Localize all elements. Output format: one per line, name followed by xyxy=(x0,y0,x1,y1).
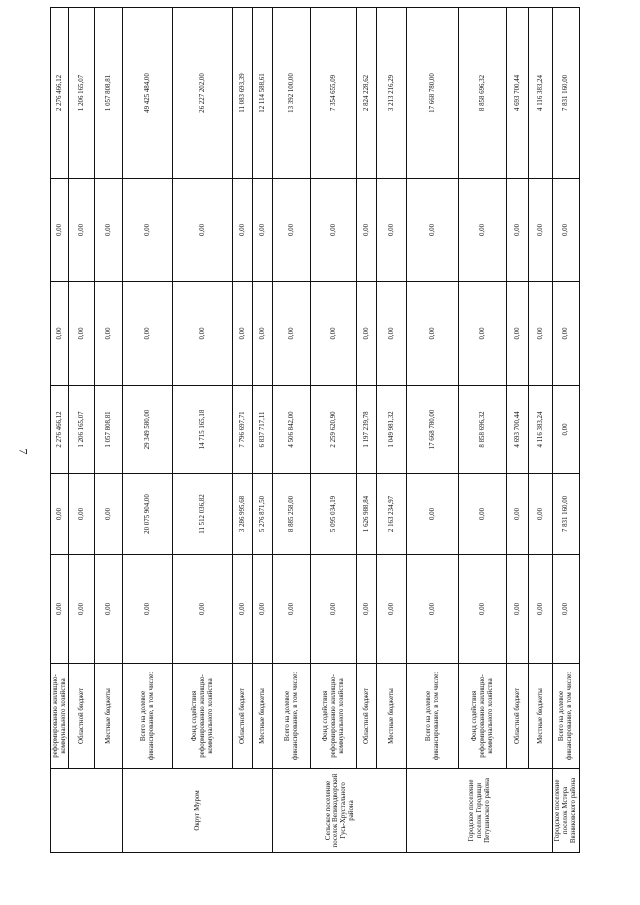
value-cell: 0,00 xyxy=(507,282,529,386)
value-cell: 0,00 xyxy=(69,179,95,282)
value-cell: 1 197 239,78 xyxy=(357,386,377,474)
total-cell: 2 276 466,12 xyxy=(51,8,69,179)
value-cell: 5 276 871,50 xyxy=(253,474,273,555)
total-cell: 12 114 588,61 xyxy=(253,8,273,179)
value-cell: 0,00 xyxy=(407,474,459,555)
table-row xyxy=(173,8,233,853)
value-cell: 11 512 036,82 xyxy=(173,474,233,555)
value-cell: 1 057 808,81 xyxy=(95,386,123,474)
row-label: Областной бюджет xyxy=(507,664,529,769)
value-cell: 0,00 xyxy=(69,555,95,664)
value-cell: 4 693 700,44 xyxy=(507,386,529,474)
value-cell: 0,00 xyxy=(233,555,253,664)
value-cell: 0,00 xyxy=(311,282,357,386)
value-cell: 0,00 xyxy=(273,555,311,664)
value-cell: 0,00 xyxy=(357,282,377,386)
value-cell: 0,00 xyxy=(529,474,553,555)
financing-table xyxy=(50,7,580,853)
value-cell: 0,00 xyxy=(529,555,553,664)
value-cell: 8 858 696,32 xyxy=(459,386,507,474)
value-cell: 0,00 xyxy=(253,555,273,664)
value-cell: 0,00 xyxy=(407,179,459,282)
value-cell: 0,00 xyxy=(357,555,377,664)
value-cell: 0,00 xyxy=(233,179,253,282)
value-cell: 2 276 466,12 xyxy=(51,386,69,474)
value-cell: 20 075 904,00 xyxy=(123,474,173,555)
value-cell: 0,00 xyxy=(95,474,123,555)
value-cell: 0,00 xyxy=(51,474,69,555)
value-cell: 0,00 xyxy=(529,282,553,386)
value-cell: 7 796 697,71 xyxy=(233,386,253,474)
value-cell: 0,00 xyxy=(95,179,123,282)
value-cell: 0,00 xyxy=(95,282,123,386)
value-cell: 0,00 xyxy=(377,555,407,664)
row-label: Областной бюджет xyxy=(233,664,253,769)
total-cell: 7 831 160,00 xyxy=(553,8,579,179)
value-cell: 0,00 xyxy=(507,555,529,664)
value-cell: 0,00 xyxy=(357,179,377,282)
value-cell: 0,00 xyxy=(507,474,529,555)
value-cell: 4 506 842,00 xyxy=(273,386,311,474)
value-cell: 0,00 xyxy=(311,555,357,664)
value-cell: 0,00 xyxy=(407,555,459,664)
table-row xyxy=(459,8,507,853)
value-cell: 0,00 xyxy=(529,179,553,282)
value-cell: 6 837 717,11 xyxy=(253,386,273,474)
value-cell: 1 626 988,84 xyxy=(357,474,377,555)
value-cell: 0,00 xyxy=(173,282,233,386)
row-label: Местные бюджеты xyxy=(529,664,553,769)
table-row xyxy=(357,8,377,853)
value-cell: 0,00 xyxy=(51,282,69,386)
value-cell: 1 049 981,32 xyxy=(377,386,407,474)
value-cell: 2 163 234,97 xyxy=(377,474,407,555)
value-cell: 0,00 xyxy=(459,282,507,386)
value-cell: 0,00 xyxy=(233,282,253,386)
table-row xyxy=(51,8,69,853)
value-cell: 0,00 xyxy=(69,474,95,555)
value-cell: 0,00 xyxy=(553,179,579,282)
row-label: Местные бюджеты xyxy=(95,664,123,769)
value-cell: 0,00 xyxy=(459,555,507,664)
table-row xyxy=(377,8,407,853)
value-cell: 5 095 034,19 xyxy=(311,474,357,555)
total-cell: 1 057 808,81 xyxy=(95,8,123,179)
value-cell: 0,00 xyxy=(377,282,407,386)
table-row xyxy=(407,8,459,853)
value-cell: 0,00 xyxy=(173,179,233,282)
total-cell: 8 858 696,32 xyxy=(459,8,507,179)
rotated-table-container xyxy=(50,8,577,853)
value-cell: 0,00 xyxy=(51,179,69,282)
value-cell: 14 715 165,18 xyxy=(173,386,233,474)
value-cell: 29 349 580,00 xyxy=(123,386,173,474)
value-cell: 0,00 xyxy=(407,282,459,386)
value-cell: 0,00 xyxy=(123,179,173,282)
value-cell: 7 831 160,00 xyxy=(553,474,579,555)
value-cell: 0,00 xyxy=(507,179,529,282)
row-label: Всего на долевое финансирование, в том числе: xyxy=(553,664,579,769)
value-cell: 0,00 xyxy=(253,282,273,386)
area-cell xyxy=(51,769,123,853)
value-cell: 2 259 620,90 xyxy=(311,386,357,474)
total-cell: 13 392 100,00 xyxy=(273,8,311,179)
row-label: Всего на долевое финансирование, в том числе: xyxy=(273,664,311,769)
total-cell: 7 354 655,09 xyxy=(311,8,357,179)
row-label: Фонд содействия реформированию жилищно-коммунального хозяйства xyxy=(311,664,357,769)
value-cell: 0,00 xyxy=(273,179,311,282)
total-cell: 17 668 780,00 xyxy=(407,8,459,179)
table-row xyxy=(273,8,311,853)
total-cell: 26 227 202,00 xyxy=(173,8,233,179)
row-label: Всего на долевое финансирование, в том числе: xyxy=(123,664,173,769)
row-label: Фонд содействия реформированию жилищно-коммунального хозяйства xyxy=(459,664,507,769)
value-cell: 0,00 xyxy=(253,179,273,282)
value-cell: 1 206 165,07 xyxy=(69,386,95,474)
table-row xyxy=(123,8,173,853)
row-label: Областной бюджет xyxy=(357,664,377,769)
value-cell: 0,00 xyxy=(123,555,173,664)
total-cell: 1 206 165,07 xyxy=(69,8,95,179)
value-cell: 0,00 xyxy=(51,555,69,664)
total-cell: 49 425 484,00 xyxy=(123,8,173,179)
value-cell: 0,00 xyxy=(95,555,123,664)
row-label: Местные бюджеты xyxy=(377,664,407,769)
value-cell: 0,00 xyxy=(69,282,95,386)
total-cell: 4 116 383,24 xyxy=(529,8,553,179)
value-cell: 0,00 xyxy=(311,179,357,282)
value-cell: 3 286 995,68 xyxy=(233,474,253,555)
total-cell: 4 693 700,44 xyxy=(507,8,529,179)
value-cell: 0,00 xyxy=(459,474,507,555)
area-cell: Сельское поселение поселок Великодворский Гусь-Хрустального района xyxy=(273,769,407,853)
area-cell: Округ Муром xyxy=(123,769,273,853)
value-cell: 0,00 xyxy=(273,282,311,386)
value-cell: 0,00 xyxy=(173,555,233,664)
row-label: Всего на долевое финансирование, в том числе: xyxy=(407,664,459,769)
value-cell: 0,00 xyxy=(553,386,579,474)
table-row xyxy=(553,8,579,853)
page-number: 7 xyxy=(16,448,31,455)
total-cell: 2 824 228,62 xyxy=(357,8,377,179)
area-cell: Городское поселение поселок Мстера Вязниковского района xyxy=(553,769,579,853)
value-cell: 0,00 xyxy=(377,179,407,282)
value-cell: 0,00 xyxy=(553,282,579,386)
row-label: Фонд содействия реформированию жилищно-коммунального хозяйства xyxy=(173,664,233,769)
total-cell: 3 213 216,29 xyxy=(377,8,407,179)
table-row xyxy=(253,8,273,853)
value-cell: 4 116 383,24 xyxy=(529,386,553,474)
value-cell: 8 885 258,00 xyxy=(273,474,311,555)
row-label: реформированию жилищно-коммунального хозяйства xyxy=(51,664,69,769)
value-cell: 0,00 xyxy=(459,179,507,282)
value-cell: 0,00 xyxy=(123,282,173,386)
table-row xyxy=(95,8,123,853)
row-label: Областной бюджет xyxy=(69,664,95,769)
table-row xyxy=(233,8,253,853)
table-row xyxy=(529,8,553,853)
table-row xyxy=(69,8,95,853)
value-cell: 0,00 xyxy=(553,555,579,664)
row-label: Местные бюджеты xyxy=(253,664,273,769)
table-row xyxy=(507,8,529,853)
area-cell: Городское поселение поселок Городищи Петушинского района xyxy=(407,769,553,853)
value-cell: 17 668 780,00 xyxy=(407,386,459,474)
total-cell: 11 083 693,39 xyxy=(233,8,253,179)
table-row xyxy=(311,8,357,853)
